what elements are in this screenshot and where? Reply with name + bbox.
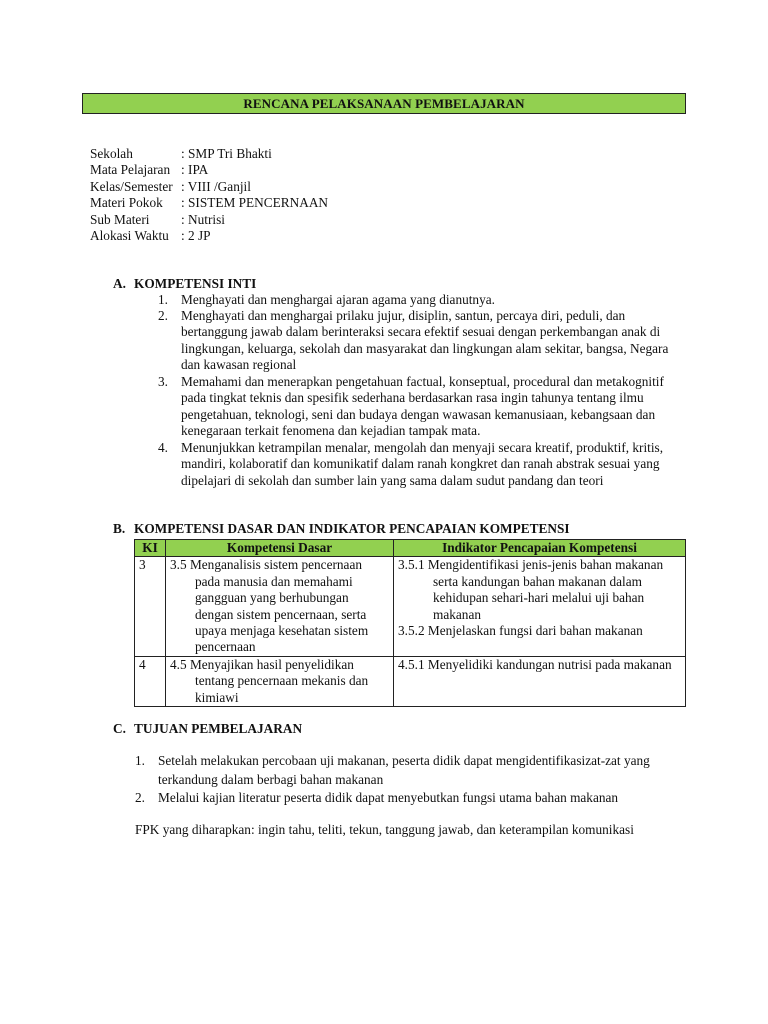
cell-ki: 3 [135,557,166,656]
ki-item-text: Menunjukkan ketrampilan menalar, mengolah dan menyaji secara kreatif, produktif, kritis, mandiri, kolaboratif dan komunikatif dalam ranah kongkret dan ranah abstrak sesuai yang dipelajari di sekolah dan sumber lain yang sama dalam sudut pandang dan teori [181,440,664,488]
ipk-item: 3.5.1 Mengidentifikasi jenis-jenis bahan makanan serta kandungan bahan makanan dalam kehidupan sehari-hari melalui uji bahan makanan [398,557,664,622]
header-ki: KI [135,540,166,557]
objective-item-2 [135,789,680,808]
identity-row-topic [90,195,328,211]
objective-text: Setelah melakukan percobaan uji makanan, peserta didik dapat mengidentifikasizat-zat yang terkandung dalam berbagi bahan makanan [158,753,650,787]
header-kd: Kompetensi Dasar [166,540,394,557]
section-c-letter: C. [113,721,126,736]
identity-row-class [90,179,328,195]
identity-row-subtopic [90,212,328,228]
section-b-letter: B. [113,521,126,536]
identity-value: : IPA [181,162,209,178]
identity-value: : Nutrisi [181,211,225,227]
ki-item-number: 4. [158,440,168,455]
objective-item-1 [135,752,680,789]
competency-table [134,539,686,707]
ipk-item: 4.5.1 Menyelidiki kandungan nutrisi pada makanan [398,656,672,672]
section-a-letter: A. [113,276,126,291]
identity-value: : VIII /Ganjil [181,178,251,194]
ki-item-number: 2. [158,308,168,323]
identity-block [90,146,328,244]
identity-label: Alokasi Waktu [90,227,169,243]
ki-item-number: 3. [158,374,168,389]
identity-value: : SISTEM PENCERNAAN [181,195,329,211]
document-title: RENCANA PELAKSANAAN PEMBELAJARAN [82,93,686,114]
identity-value: : 2 JP [181,227,211,243]
cell-kd [166,656,394,706]
cell-kd [166,557,394,656]
identity-label: Sekolah [90,146,133,161]
ki-item-4 [158,440,673,489]
objective-number: 1. [135,753,145,768]
ki-item-text: Memahami dan menerapkan pengetahuan factual, konseptual, procedural dan metakognitif pada tingkat teknis dan spesifik sederhana berdasarkan rasa ingin tahunya tentang ilmu pengetahuan, teknologi, seni dan budaya dengan wawasan kemanusiaan, kebangsaan dan kenegaraan terkait fenomena dan kejadian tampak mata. [181,374,664,439]
ipk-item: 3.5.2 Menjelaskan fungsi dari bahan makanan [398,623,643,639]
identity-row-school [90,146,328,162]
ki-item-text: Menghayati dan menghargai ajaran agama yang dianutnya. [181,292,495,307]
ki-item-1 [158,292,681,308]
header-ipk: Indikator Pencapaian Kompetensi [394,540,686,557]
ki-item-number: 1. [158,292,168,307]
ki-item-3 [158,374,669,440]
objective-number: 2. [135,790,145,805]
identity-row-subject [90,162,328,178]
section-c-heading [113,721,302,737]
kd-text: 3.5 Menganalisis sistem pencernaan pada manusia dan memahami gangguan yang berhubungan dengan sistem pencernaan, serta upaya menjaga kesehatan sistem pencernaan [170,557,369,655]
section-a-heading [113,276,256,292]
section-c-title: TUJUAN PEMBELAJARAN [134,721,303,736]
section-a-title: KOMPETENSI INTI [134,276,257,291]
identity-row-time [90,228,328,244]
section-b-heading [113,521,570,537]
identity-label: Mata Pelajaran [90,162,171,178]
table-header-row [135,540,686,557]
identity-value: : SMP Tri Bhakti [181,146,272,161]
ki-item-2 [158,308,673,374]
table-row [135,656,686,706]
cell-ipk [394,656,686,706]
section-b-title: KOMPETENSI DASAR DAN INDIKATOR PENCAPAIAN KOMPETENSI [134,521,570,536]
identity-label: Materi Pokok [90,195,163,211]
table-row [135,557,686,656]
cell-ki: 4 [135,656,166,706]
ki-item-text: Menghayati dan menghargai prilaku jujur, disiplin, santun, percaya diri, peduli, dan bertanggung jawab dalam berinteraksi secara efektif sesuai dengan perkembangan anak di lingkungan, keluarga, sekolah dan masyarakat dan lingkungan alam sekitar, bangsa, Negara dan kawasan regional [181,308,669,373]
objective-text: Melalui kajian literatur peserta didik dapat menyebutkan fungsi utama bahan makanan [158,790,619,805]
fpk-text: FPK yang diharapkan: ingin tahu, teliti, tekun, tanggung jawab, dan keterampilan komunikasi [135,822,634,837]
identity-label: Kelas/Semester [90,178,173,194]
kd-text: 4.5 Menyajikan hasil penyelidikan tentang pencernaan mekanis dan kimiawi [170,656,369,705]
identity-label: Sub Materi [90,211,150,227]
cell-ipk [394,557,686,656]
